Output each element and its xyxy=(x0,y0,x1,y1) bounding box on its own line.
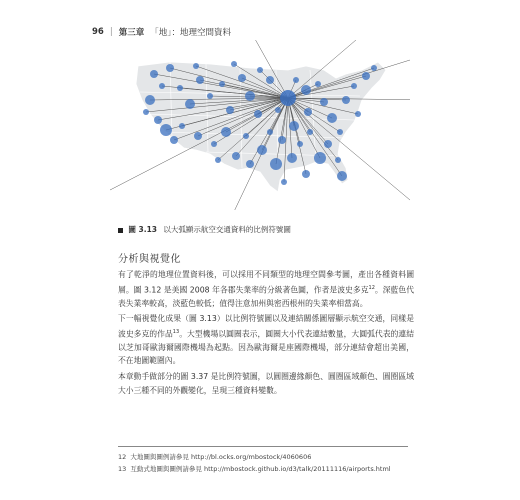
airport-bubble xyxy=(362,72,370,80)
airport-bubble xyxy=(207,93,213,99)
page-number: 96 xyxy=(92,27,104,37)
airport-bubble xyxy=(304,108,312,116)
figure-caption xyxy=(118,224,291,235)
section-title: 分析與視覺化 xyxy=(118,254,181,265)
airport-bubble xyxy=(320,98,328,106)
airport-bubble xyxy=(179,123,185,129)
airport-bubble xyxy=(194,132,202,140)
airport-bubble xyxy=(293,77,299,83)
airport-bubble xyxy=(160,124,172,136)
airport-map-figure xyxy=(110,40,410,210)
airport-bubble xyxy=(166,64,174,72)
airport-bubble xyxy=(371,65,377,71)
caption-square-icon xyxy=(118,228,123,233)
airport-bubble xyxy=(301,85,311,95)
paragraph-2 xyxy=(118,312,414,368)
airport-bubble xyxy=(342,96,350,104)
airport-bubble xyxy=(177,85,183,91)
airport-bubble xyxy=(270,158,282,170)
airport-bubble xyxy=(193,63,199,69)
airport-bubble xyxy=(196,76,204,84)
airport-bubble xyxy=(154,116,162,124)
footnote-12 xyxy=(118,452,311,461)
airport-bubble xyxy=(170,136,178,144)
footnote-ref-12[interactable]: 12 xyxy=(368,284,375,291)
airport-bubble xyxy=(287,153,297,163)
airport-bubble xyxy=(221,127,231,137)
airport-bubble xyxy=(324,140,332,148)
airport-bubble xyxy=(257,67,263,73)
footnote-text[interactable]: 互動式地圖與圖例請參見 http://mbostock.github.io/d3/talk/20111116/airports.html xyxy=(130,465,391,473)
figure-caption-text: 以大弧顯示航空交通資料的比例符號圖 xyxy=(163,225,291,234)
airport-bubble xyxy=(314,152,326,164)
footnote-number: 12 xyxy=(118,453,127,461)
airport-bubble xyxy=(143,109,149,115)
airport-bubble xyxy=(254,110,262,118)
airport-bubble xyxy=(297,141,303,147)
chapter-label: 第三章 xyxy=(118,28,145,38)
airport-bubble xyxy=(231,61,237,67)
airport-bubble xyxy=(281,179,287,185)
chicago-hub-bubble xyxy=(280,90,296,106)
airport-bubble xyxy=(266,76,274,84)
airport-bubble xyxy=(307,129,313,135)
footnote-divider xyxy=(118,446,408,447)
airport-bubble xyxy=(246,160,254,168)
figure-number: 圖 3.13 xyxy=(128,225,158,234)
footnote-text[interactable]: 大地圖與圖例請參見 http://bl.ocks.org/mbostock/4060606 xyxy=(130,453,312,461)
airport-bubble xyxy=(275,107,281,113)
airport-bubble xyxy=(335,157,341,163)
airport-bubble xyxy=(257,145,267,155)
airport-bubble xyxy=(215,157,221,163)
airport-bubble xyxy=(243,133,249,139)
airport-bubble xyxy=(232,152,240,160)
airport-bubble xyxy=(337,171,347,181)
airport-bubble xyxy=(226,106,234,114)
paragraph-3-text: 本章動手做部分的圖 3.37 是比例符號圖，以圓圈邊緣顏色、圓圈區域顏色、圓圈區域大小三種不同的外觀變化，呈現三種資料變數。 xyxy=(118,372,414,395)
airport-bubble xyxy=(238,74,246,82)
airport-bubble xyxy=(351,83,357,89)
us-landmass xyxy=(136,62,386,192)
us-map-svg xyxy=(110,40,410,210)
airport-bubble xyxy=(145,95,155,105)
airport-bubble xyxy=(219,81,225,87)
airport-bubble xyxy=(337,129,343,135)
airport-bubble xyxy=(150,70,158,78)
footnote-number: 13 xyxy=(118,465,127,473)
airport-bubble xyxy=(327,113,337,123)
footnote-13 xyxy=(118,464,391,473)
airport-bubble xyxy=(278,136,286,144)
paragraph-1-text: 有了乾淨的地理位置資料後，可以採用不同類型的地理空間參考圖，產出各種資料圖層。圖 3.12 是美國 2008 年各郡失業率的分級著色圖，作者是波史多克 xyxy=(118,270,414,295)
airport-bubble xyxy=(211,141,217,147)
airport-bubble xyxy=(302,170,310,178)
paragraph-1-tail: 。深藍色代表失業率較高，淡藍色較低；值得注意加州與密西根州的失業率相當高。 xyxy=(118,285,414,308)
airport-bubble xyxy=(355,111,361,117)
page-header xyxy=(92,26,231,38)
header-separator: | xyxy=(109,27,113,37)
airport-bubble xyxy=(289,121,299,131)
paragraph-1 xyxy=(118,268,414,310)
airport-bubble xyxy=(245,91,255,101)
paragraph-2-tail: 。大型機場以圓圈表示，圓圈大小代表連結數量，大圓弧代表的連結以芝加哥歐海爾國際機場為起點。因為歐海爾是座國際機場，部分連結會超出美國，不在地圖範圍內。 xyxy=(118,329,414,366)
footnote-ref-13[interactable]: 13 xyxy=(172,328,180,335)
airport-bubble xyxy=(185,99,195,109)
paragraph-2-text: 下一幅視覺化成果（圖 3.13）以比例符號圖以及連結關係圖層顯示航空交通，同樣是波史多克的作品 xyxy=(118,314,414,339)
chapter-title: 「地」：地理空間資料 xyxy=(150,28,231,38)
airport-bubble xyxy=(315,81,321,87)
airport-bubble xyxy=(159,83,165,89)
paragraph-3 xyxy=(118,370,414,397)
airport-bubble xyxy=(267,129,273,135)
